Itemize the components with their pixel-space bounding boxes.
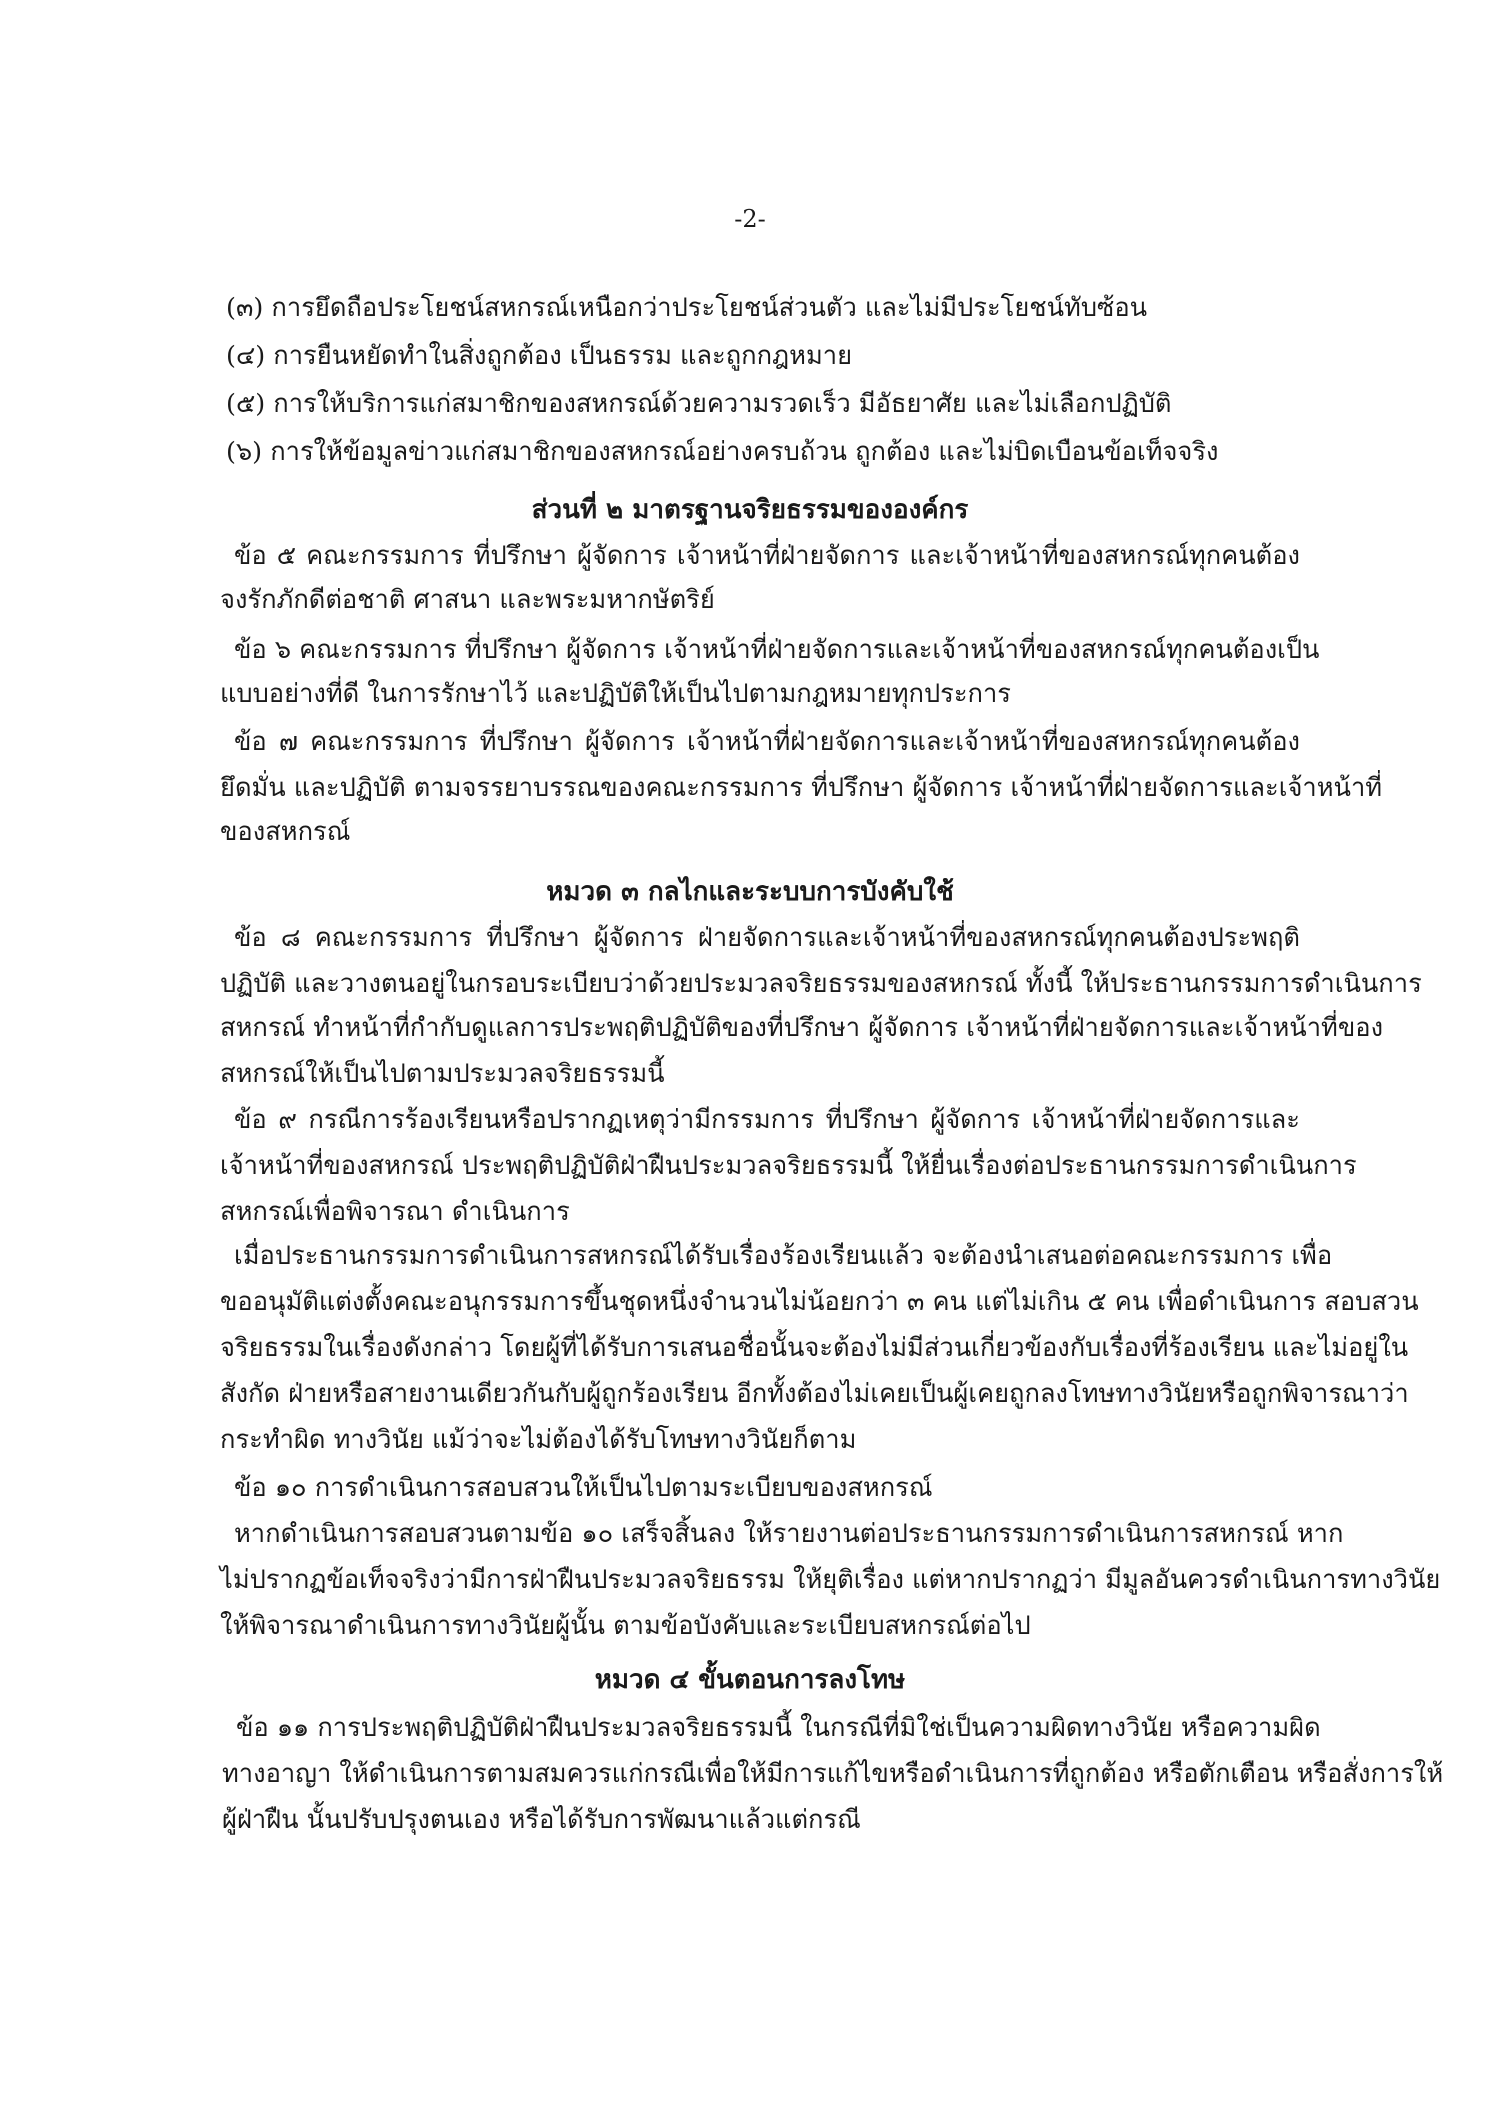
clause-line: ทางอาญา ให้ดำเนินการตามสมควรแก่กรณีเพื่อให้มีการแก้ไขหรือดำเนินการที่ถูกต้อง หรือตักเตือน หรือสั่งการให้ [222,1759,1444,1789]
clause-line: ข้อ ๘ คณะกรรมการ ที่ปรึกษา ผู้จัดการ ฝ่ายจัดการและเจ้าหน้าที่ของสหกรณ์ทุกคนต้องประพฤติ [234,923,1300,953]
clause-line: ไม่ปรากฏข้อเท็จจริงว่ามีการฝ่าฝืนประมวลจริยธรรม ให้ยุติเรื่อง แต่หากปรากฏว่า มีมูลอันควรดำเนินการทางวินัย [220,1565,1441,1595]
clause-line: แบบอย่างที่ดี ในการรักษาไว้ และปฏิบัติให้เป็นไปตามกฎหมายทุกประการ [220,679,1011,709]
clause-line: ผู้ฝ่าฝืน นั้นปรับปรุงตนเอง หรือได้รับการพัฒนาแล้วแต่กรณี [222,1805,861,1835]
clause-line: ของสหกรณ์ [220,817,351,847]
clause-line: กระทำผิด ทางวินัย แม้ว่าจะไม่ต้องได้รับโทษทางวินัยก็ตาม [220,1425,857,1455]
chapter-heading: หมวด ๔ ขั้นตอนการลงโทษ [594,1665,906,1695]
clause-line: ให้พิจารณาดำเนินการทางวินัยผู้นั้น ตามข้อบังคับและระเบียบสหกรณ์ต่อไป [220,1611,1031,1641]
clause-line: ขออนุมัติแต่งตั้งคณะอนุกรรมการขึ้นชุดหนึ่งจำนวนไม่น้อยกว่า ๓ คน แต่ไม่เกิน ๕ คน เพื่อดำเนินการ สอบสวน [220,1287,1419,1317]
list-item: (๖) การให้ข้อมูลข่าวแก่สมาชิกของสหกรณ์อย่างครบถ้วน ถูกต้อง และไม่บิดเบือนข้อเท็จจริง [226,437,1219,467]
clause-line: หากดำเนินการสอบสวนตามข้อ ๑๐ เสร็จสิ้นลง ให้รายงานต่อประธานกรรมการดำเนินการสหกรณ์ หาก [234,1519,1344,1549]
clause-line: จงรักภักดีต่อชาติ ศาสนา และพระมหากษัตริย์ [220,585,715,615]
clause-line: ข้อ ๗ คณะกรรมการ ที่ปรึกษา ผู้จัดการ เจ้าหน้าที่ฝ่ายจัดการและเจ้าหน้าที่ของสหกรณ์ทุกคนต้อง [234,727,1300,757]
clause-line: สหกรณ์เพื่อพิจารณา ดำเนินการ [220,1197,570,1227]
list-item: (๔) การยืนหยัดทำในสิ่งถูกต้อง เป็นธรรม และถูกกฎหมาย [226,341,853,371]
list-item: (๓) การยึดถือประโยชน์สหกรณ์เหนือกว่าประโยชน์ส่วนตัว และไม่มีประโยชน์ทับซ้อน [226,293,1148,323]
clause-line: เจ้าหน้าที่ของสหกรณ์ ประพฤติปฏิบัติฝ่าฝืนประมวลจริยธรรมนี้ ให้ยื่นเรื่องต่อประธานกรรมการดำเนินการ [220,1151,1357,1181]
page-number: -2- [734,205,766,233]
clause-line: ข้อ ๑๐ การดำเนินการสอบสวนให้เป็นไปตามระเบียบของสหกรณ์ [234,1473,933,1503]
clause-line: ข้อ ๙ กรณีการร้องเรียนหรือปรากฏเหตุว่ามีกรรมการ ที่ปรึกษา ผู้จัดการ เจ้าหน้าที่ฝ่ายจัดการและ [234,1105,1300,1135]
clause-line: ข้อ ๕ คณะกรรมการ ที่ปรึกษา ผู้จัดการ เจ้าหน้าที่ฝ่ายจัดการ และเจ้าหน้าที่ของสหกรณ์ทุกคนต้อง [234,541,1300,571]
list-item: (๕) การให้บริการแก่สมาชิกของสหกรณ์ด้วยความรวดเร็ว มีอัธยาศัย และไม่เลือกปฏิบัติ [226,389,1172,419]
clause-line: สหกรณ์ให้เป็นไปตามประมวลจริยธรรมนี้ [220,1059,665,1089]
clause-line: จริยธรรมในเรื่องดังกล่าว โดยผู้ที่ได้รับการเสนอชื่อนั้นจะต้องไม่มีส่วนเกี่ยวข้องกับเรื่องที่ร้องเรียน และไม่อยู่ใน [220,1333,1409,1363]
clause-line: ปฏิบัติ และวางตนอยู่ในกรอบระเบียบว่าด้วยประมวลจริยธรรมของสหกรณ์ ทั้งนี้ ให้ประธานกรรมการดำเนินการ [220,969,1422,999]
clause-line: สหกรณ์ ทำหน้าที่กำกับดูแลการประพฤติปฏิบัติของที่ปรึกษา ผู้จัดการ เจ้าหน้าที่ฝ่ายจัดการและเจ้าหน้าที่ของ [220,1013,1384,1043]
chapter-heading: หมวด ๓ กลไกและระบบการบังคับใช้ [546,877,954,907]
clause-line: สังกัด ฝ่ายหรือสายงานเดียวกันกับผู้ถูกร้องเรียน อีกทั้งต้องไม่เคยเป็นผู้เคยถูกลงโทษทางวินัยหรือถูกพิจารณาว่า [220,1379,1409,1409]
clause-line: ข้อ ๑๑ การประพฤติปฏิบัติฝ่าฝืนประมวลจริยธรรมนี้ ในกรณีที่มิใช่เป็นความผิดทางวินัย หรือความผิด [236,1713,1321,1743]
clause-line: เมื่อประธานกรรมการดำเนินการสหกรณ์ได้รับเรื่องร้องเรียนแล้ว จะต้องนำเสนอต่อคณะกรรมการ เพื่อ [234,1241,1333,1271]
section-heading: ส่วนที่ ๒ มาตรฐานจริยธรรมขององค์กร [531,495,969,525]
clause-line: ยึดมั่น และปฏิบัติ ตามจรรยาบรรณของคณะกรรมการ ที่ปรึกษา ผู้จัดการ เจ้าหน้าที่ฝ่ายจัดการและเจ้าหน้าที่ [220,773,1383,803]
clause-line: ข้อ ๖ คณะกรรมการ ที่ปรึกษา ผู้จัดการ เจ้าหน้าที่ฝ่ายจัดการและเจ้าหน้าที่ของสหกรณ์ทุกคนต้องเป็น [234,635,1320,665]
